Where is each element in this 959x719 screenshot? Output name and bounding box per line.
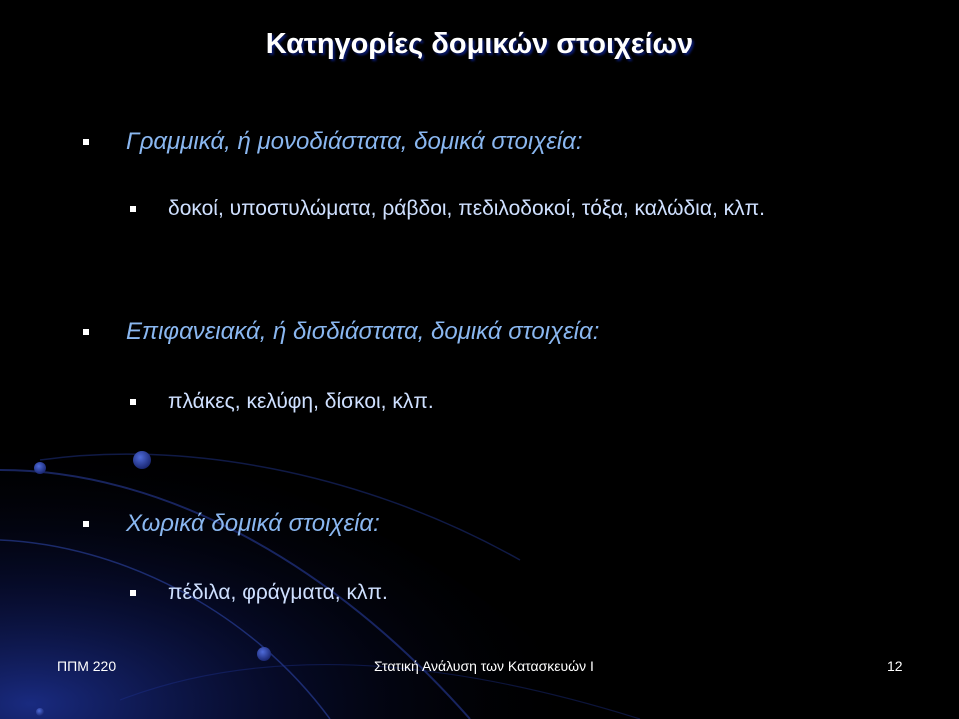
bullet-text: δοκοί, υποστυλώματα, ράβδοι, πεδιλοδοκοί, τόξα, καλώδια, κλπ. (168, 197, 765, 220)
slide-title: Κατηγορίες δομικών στοιχείων (265, 28, 694, 60)
sub-bullet-spatial-examples (130, 581, 388, 605)
bullet-square-icon (130, 399, 136, 405)
bullet-text: πέδιλα, φράγματα, κλπ. (168, 581, 388, 604)
bullet-text: Επιφανειακά, ή δισδιάστατα, δομικά στοιχεία: (126, 318, 600, 345)
bullet-text: Χωρικά δομικά στοιχεία: (126, 510, 380, 537)
bullet-linear-elements (83, 128, 582, 156)
bullet-surface-elements (83, 318, 599, 346)
bullet-square-icon (83, 329, 89, 335)
bullet-spatial-elements (83, 510, 380, 538)
bullet-square-icon (130, 206, 136, 212)
bullet-square-icon (83, 139, 89, 145)
footer-course-title: Στατική Ανάλυση των Κατασκευών Ι (374, 658, 594, 674)
bullet-square-icon (130, 590, 136, 596)
bullet-text: πλάκες, κελύφη, δίσκοι, κλπ. (168, 390, 434, 413)
footer-course-code: ΠΠΜ 220 (57, 658, 117, 674)
sub-bullet-surface-examples (130, 390, 434, 414)
bullet-text: Γραμμικά, ή μονοδιάστατα, δομικά στοιχεία: (126, 128, 583, 155)
sub-bullet-linear-examples (130, 197, 765, 221)
footer-page-number: 12 (887, 658, 903, 674)
bullet-square-icon (83, 521, 89, 527)
